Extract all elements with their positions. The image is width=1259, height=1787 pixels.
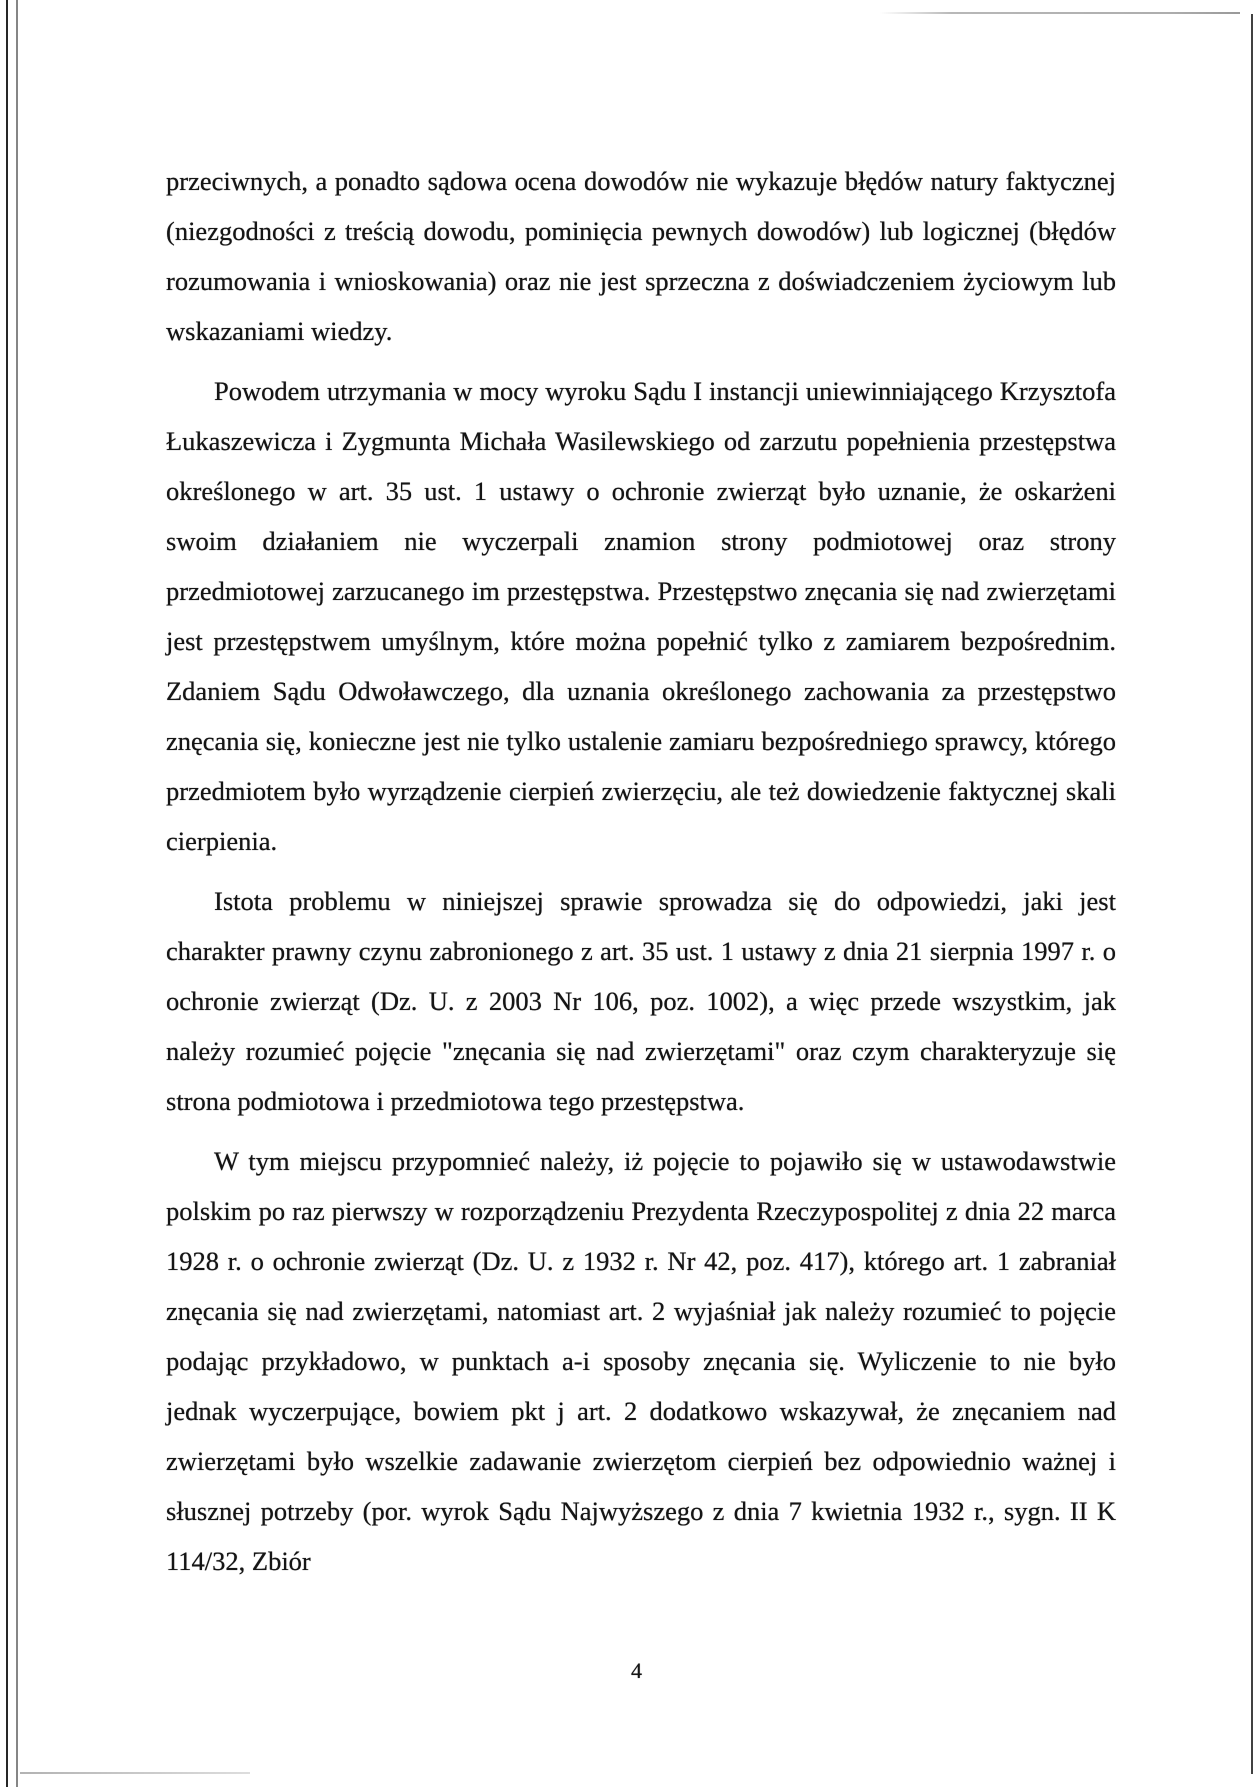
- page-number: 4: [631, 1658, 642, 1683]
- paragraph-acquittal-reason: Powodem utrzymania w mocy wyroku Sądu I instancji uniewinniającego Krzysztofa Łukaszewicza i Zygmunta Michała Wasilewskiego od zarzutu popełnienia przestępstwa określonego w art. 35 ust. 1 ustawy o ochronie zwierząt było uznanie, że oskarżeni swoim działaniem nie wyczerpali znamion strony podmiotowej oraz strony przedmiotowej zarzucanego im przestępstwa. Przestępstwo znęcania się nad zwierzętami jest przestępstwem umyślnym, które można popełnić tylko z zamiarem bezpośrednim. Zdaniem Sądu Odwoławczego, dla uznania określonego zachowania za przestępstwo znęcania się, konieczne jest nie tylko ustalenie zamiaru bezpośredniego sprawcy, którego przedmiotem było wyrządzenie cierpień zwierzęciu, ale też dowiedzenie faktycznej skali cierpienia.: [166, 376, 1116, 856]
- paragraph-continuation: przeciwnych, a ponadto sądowa ocena dowodów nie wykazuje błędów natury faktycznej (niezgodności z treścią dowodu, pominięcia pewnych dowodów) lub logicznej (błędów rozumowania i wnioskowania) oraz nie jest sprzeczna z doświadczeniem życiowym lub wskazaniami wiedzy.: [166, 166, 1116, 346]
- paragraph-historical-context: W tym miejscu przypomnieć należy, iż pojęcie to pojawiło się w ustawodawstwie polskim po raz pierwszy w rozporządzeniu Prezydenta Rzeczypospolitej z dnia 22 marca 1928 r. o ochronie zwierząt (Dz. U. z 1932 r. Nr 42, poz. 417), którego art. 1 zabraniał znęcania się nad zwierzętami, natomiast art. 2 wyjaśniał jak należy rozumieć to pojęcie podając przykładowo, w punktach a-i sposoby znęcania się. Wyliczenie to nie było jednak wyczerpujące, bowiem pkt j art. 2 dodatkowo wskazywał, że znęcaniem nad zwierzętami było wszelkie zadawanie zwierzętom cierpień bez odpowiednio ważnej i słusznej potrzeby (por. wyrok Sądu Najwyższego z dnia 7 kwietnia 1932 r., sygn. II K 114/32, Zbiór: [166, 1146, 1116, 1576]
- scan-edge-left: [6, 0, 9, 1787]
- document-body: [166, 156, 1116, 1596]
- scan-edge-bottom: [20, 1772, 250, 1774]
- paragraph-legal-issue: Istota problemu w niniejszej sprawie sprowadza się do odpowiedzi, jaki jest charakter prawny czynu zabronionego z art. 35 ust. 1 ustawy z dnia 21 sierpnia 1997 r. o ochronie zwierząt (Dz. U. z 2003 Nr 106, poz. 1002), a więc przede wszystkim, jak należy rozumieć pojęcie "znęcania się nad zwierzętami" oraz czym charakteryzuje się strona podmiotowa i przedmiotowa tego przestępstwa.: [166, 886, 1116, 1116]
- scan-edge-top: [880, 12, 1240, 14]
- scan-edge-right: [1251, 14, 1253, 1774]
- scan-edge-left-inner: [16, 0, 18, 1787]
